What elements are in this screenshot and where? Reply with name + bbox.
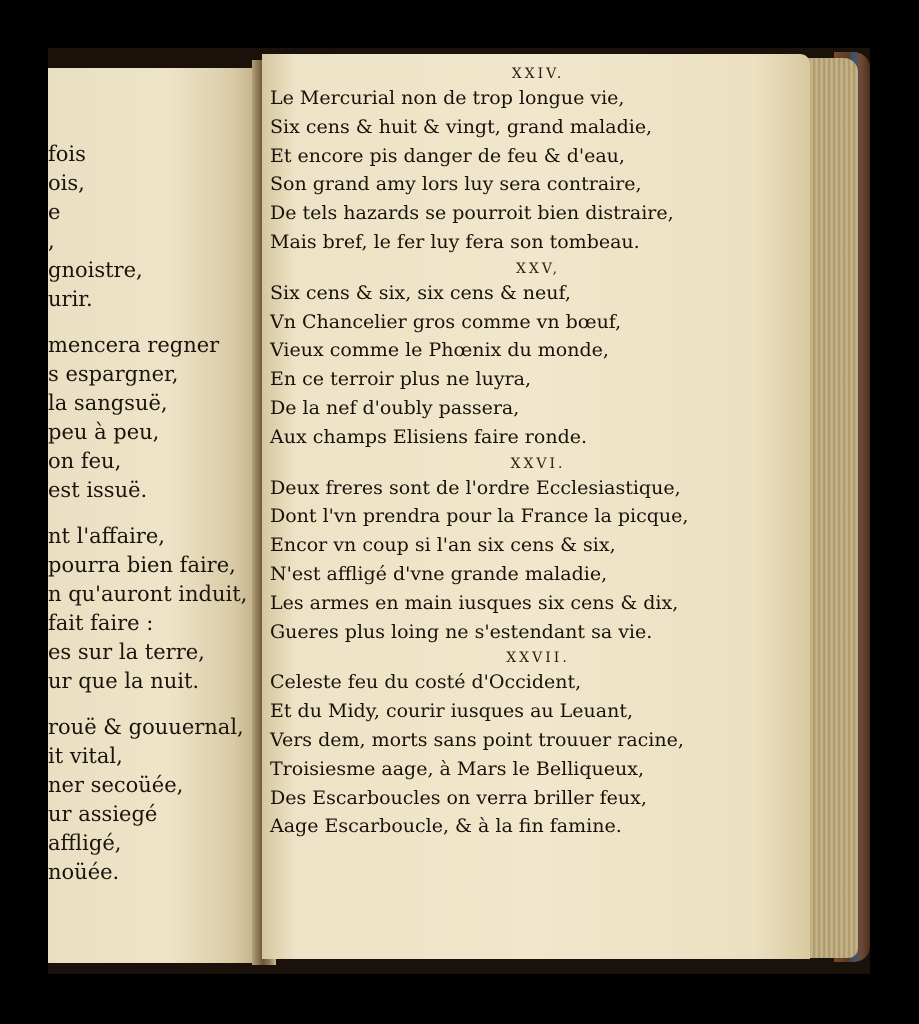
left-line-gap — [48, 505, 264, 522]
stanza-number: XXVII. — [506, 650, 570, 667]
left-line: rouë & gouuernal, — [48, 715, 244, 739]
left-line: n qu'auront induit, — [48, 582, 248, 606]
left-line: it vital, — [48, 744, 123, 768]
verse-line: Le Mercurial non de trop longue vie, — [270, 87, 625, 109]
verse-line: Mais bref, le fer luy fera son tombeau. — [270, 230, 640, 253]
right-page-text — [270, 64, 806, 843]
left-line: nt l'affaire, — [48, 524, 165, 548]
verse-line: Des Escarboucles on verra briller feux, — [270, 786, 647, 809]
verse-line: Son grand amy lors luy sera contraire, — [270, 173, 642, 196]
left-line: urir. — [48, 287, 93, 311]
verse-line: Six cens & huit & vingt, grand maladie, — [270, 115, 653, 138]
left-line: est issuë. — [48, 478, 148, 502]
stanza-number: XXV, — [515, 260, 561, 277]
verse-line: Vieux comme le Phœnix du monde, — [270, 339, 609, 362]
stanza-xxiv — [270, 64, 806, 257]
left-line: la sangsuë, — [48, 391, 168, 415]
verse-line: Deux freres sont de l'ordre Ecclesiastique, — [270, 476, 681, 499]
stanza-xxv — [270, 259, 806, 452]
left-line-gap — [48, 696, 264, 713]
left-line: es sur la terre, — [48, 640, 205, 664]
verse-line: Et du Midy, courir iusques au Leuant, — [270, 700, 634, 723]
left-line: peu à peu, — [48, 420, 160, 444]
left-line: e — [48, 200, 61, 224]
left-line: affligé, — [48, 831, 122, 855]
left-line: ner secoüée, — [48, 773, 184, 797]
left-line: s espargner, — [48, 362, 179, 386]
verse-line: Vers dem, morts sans point trouuer racine, — [270, 728, 684, 751]
verse-line: Encor vn coup si l'an six cens & six, — [270, 534, 616, 557]
verse-line: Aux champs Elisiens faire ronde. — [270, 425, 588, 448]
left-line: noüée. — [48, 860, 120, 884]
left-line: ois, — [48, 171, 85, 195]
page-edges — [806, 58, 858, 958]
verse-line: Dont l'vn prendra pour la France la picque, — [270, 505, 689, 528]
right-page — [262, 54, 810, 959]
verse-line: Et encore pis danger de feu & d'eau, — [270, 144, 625, 167]
left-line: on feu, — [48, 449, 122, 473]
left-line: fois — [48, 142, 86, 166]
verse-line: Troisiesme aage, à Mars le Belliqueux, — [270, 757, 644, 780]
verse-line: De tels hazards se pourroit bien distraire, — [270, 202, 674, 225]
stanza-xxvii — [270, 648, 806, 841]
verse-line: Vn Chancelier gros comme vn bœuf, — [270, 310, 622, 333]
stanza-xxvi — [270, 454, 806, 647]
verse-line: Celeste feu du costé d'Occident, — [270, 671, 582, 694]
verse-line: N'est affligé d'vne grande maladie, — [270, 562, 608, 585]
open-book — [48, 48, 870, 974]
left-page — [48, 68, 266, 963]
verse-line: Aage Escarboucle, & à la fin famine. — [270, 815, 622, 838]
verse-line: Six cens & six, six cens & neuf, — [270, 281, 571, 304]
stanza-number: XXVI. — [510, 455, 566, 472]
verse-line: Gueres plus loing ne s'estendant sa vie. — [270, 620, 653, 643]
left-line: ur que la nuit. — [48, 669, 200, 693]
left-line: , — [48, 229, 55, 253]
left-line: fait faire : — [48, 611, 154, 635]
left-line: ur assiegé — [48, 802, 158, 826]
left-line: gnoistre, — [48, 258, 143, 282]
verse-line: Les armes en main iusques six cens & dix, — [270, 591, 679, 614]
verse-line: De la nef d'oubly passera, — [270, 396, 520, 419]
verse-line: En ce terroir plus ne luyra, — [270, 368, 532, 391]
left-line: pourra bien faire, — [48, 553, 236, 577]
left-page-text — [48, 140, 264, 887]
left-line-gap — [48, 314, 264, 331]
stanza-number: XXIV. — [511, 66, 565, 82]
left-line: mencera regner — [48, 333, 220, 357]
